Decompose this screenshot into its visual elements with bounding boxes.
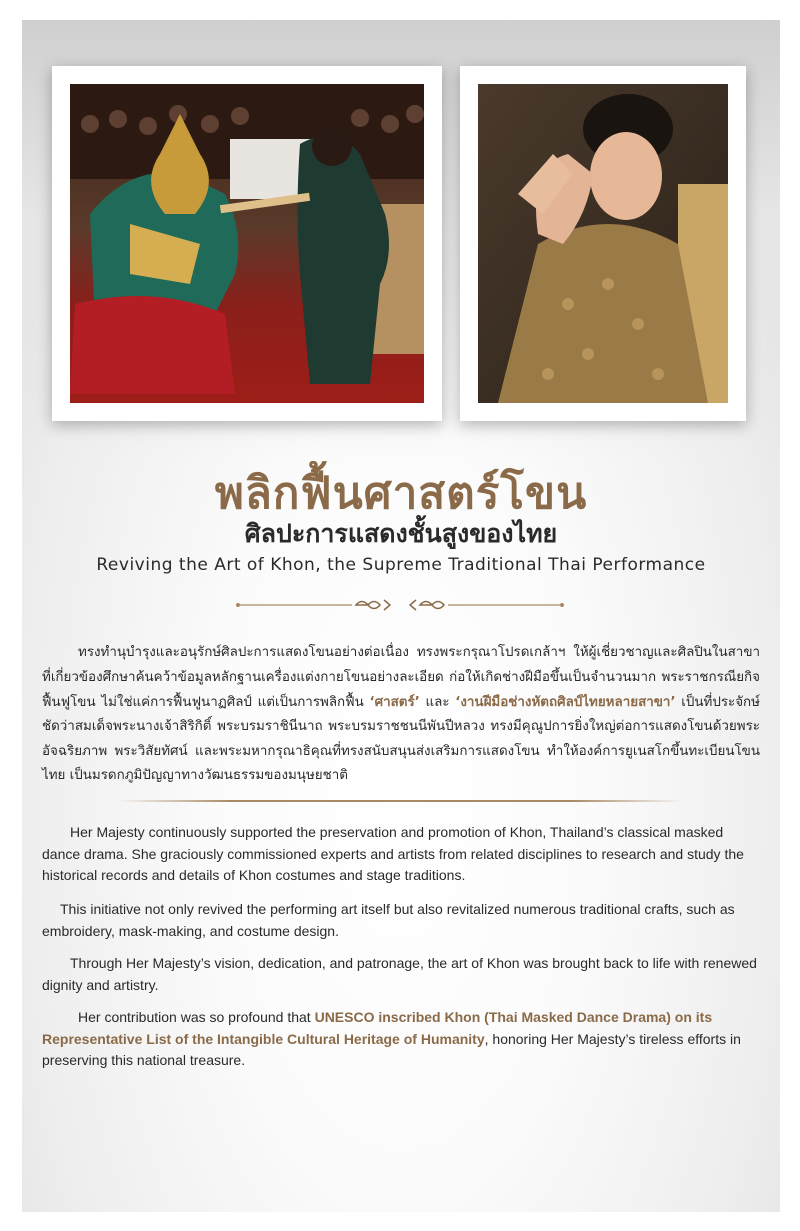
english-paragraph-4: [42, 1007, 758, 1072]
thai-text-part3: เป็นที่ประจักษ์ชัดว่าสมเด็จพระนางเจ้าสิริกิติ์ พระบรมราชินีนาถ พระบรมราชชนนีพันปีหลวง ทรงมีคุณูปการยิ่งใหญ่ต่อการแสดงโขนด้วยพระอัจฉริยภาพ พระวิสัยทัศน์ และพระมหากรุณาธิคุณที่ทรงสนับสนุนส่งเสริมการแสดงโขน ทำให้องค์การยูเนสโกขึ้นทะเบียนโขนไทย เป็นมรดกภูมิปัญญาทางวัฒนธรรมของมนุษยชาติ: [42, 694, 760, 784]
poster: [22, 20, 780, 1212]
photo-frame-left: [52, 66, 442, 421]
queen-applauding-photo: [478, 84, 728, 403]
section-divider: [118, 800, 684, 802]
thai-text-part2: และ: [419, 694, 456, 710]
english-paragraph-1: Her Majesty continuously supported the preservation and promotion of Khon, Thailand’s classical masked dance drama. She graciously commissioned experts and artists from related disciplines to research and study the historical records and details of Khon costumes and stage traditions.: [42, 824, 744, 883]
thai-paragraph: [42, 641, 760, 789]
ornament-divider: [234, 596, 566, 614]
english-p4-start: Her contribution was so profound that: [78, 1009, 315, 1025]
subtitle-english: Reviving the Art of Khon, the Supreme Traditional Thai Performance: [96, 555, 706, 575]
unesco-highlight: UNESCO inscribed Khon (Thai Masked Dance Drama) on its Representative List of the Intangible Cultural Heritage of Humanity: [42, 1009, 713, 1047]
thai-text-part1: ทรงทำนุบำรุงและอนุรักษ์ศิลปะการแสดงโขนอย่างต่อเนื่อง ทรงพระกรุณาโปรดเกล้าฯ ให้ผู้เชี่ยวชาญและศิลปินในสาขาที่เกี่ยวข้องศึกษาค้นคว้าข้อมูลหลักฐานเครื่องแต่งกายโขนอย่างละเอียด ก่อให้เกิดช่างฝีมือขึ้นเป็นจำนวนมาก พระราชกรณียกิจฟื้นฟูโขน ไม่ใช่แค่การฟื้นฟูนาฏศิลป์ แต่เป็นการพลิกฟื้น: [42, 645, 760, 710]
subtitle-thai: ศิลปะการแสดงชั้นสูงของไทย: [244, 519, 558, 548]
english-paragraph-3: Through Her Majesty’s vision, dedication, and patronage, the art of Khon was brought back to life with renewed dignity and artistry.: [42, 955, 757, 993]
english-paragraph-2: This initiative not only revived the performing art itself but also revitalized numerous traditional crafts, such as embroidery, mask-making, and costume design.: [42, 901, 735, 939]
photo-frame-right: [460, 66, 746, 421]
khon-performer-photo: [70, 84, 424, 403]
english-p4-end: , honoring Her Majesty’s tireless efforts in preserving this national treasure.: [42, 1030, 741, 1068]
thai-highlight-crafts: ‘งานฝีมือช่างหัตถศิลป์ไทยหลายสาขา’: [455, 694, 676, 710]
page-title: พลิกฟื้นศาสตร์โขน: [214, 468, 588, 519]
thai-highlight-science: ‘ศาสตร์’: [369, 694, 420, 710]
